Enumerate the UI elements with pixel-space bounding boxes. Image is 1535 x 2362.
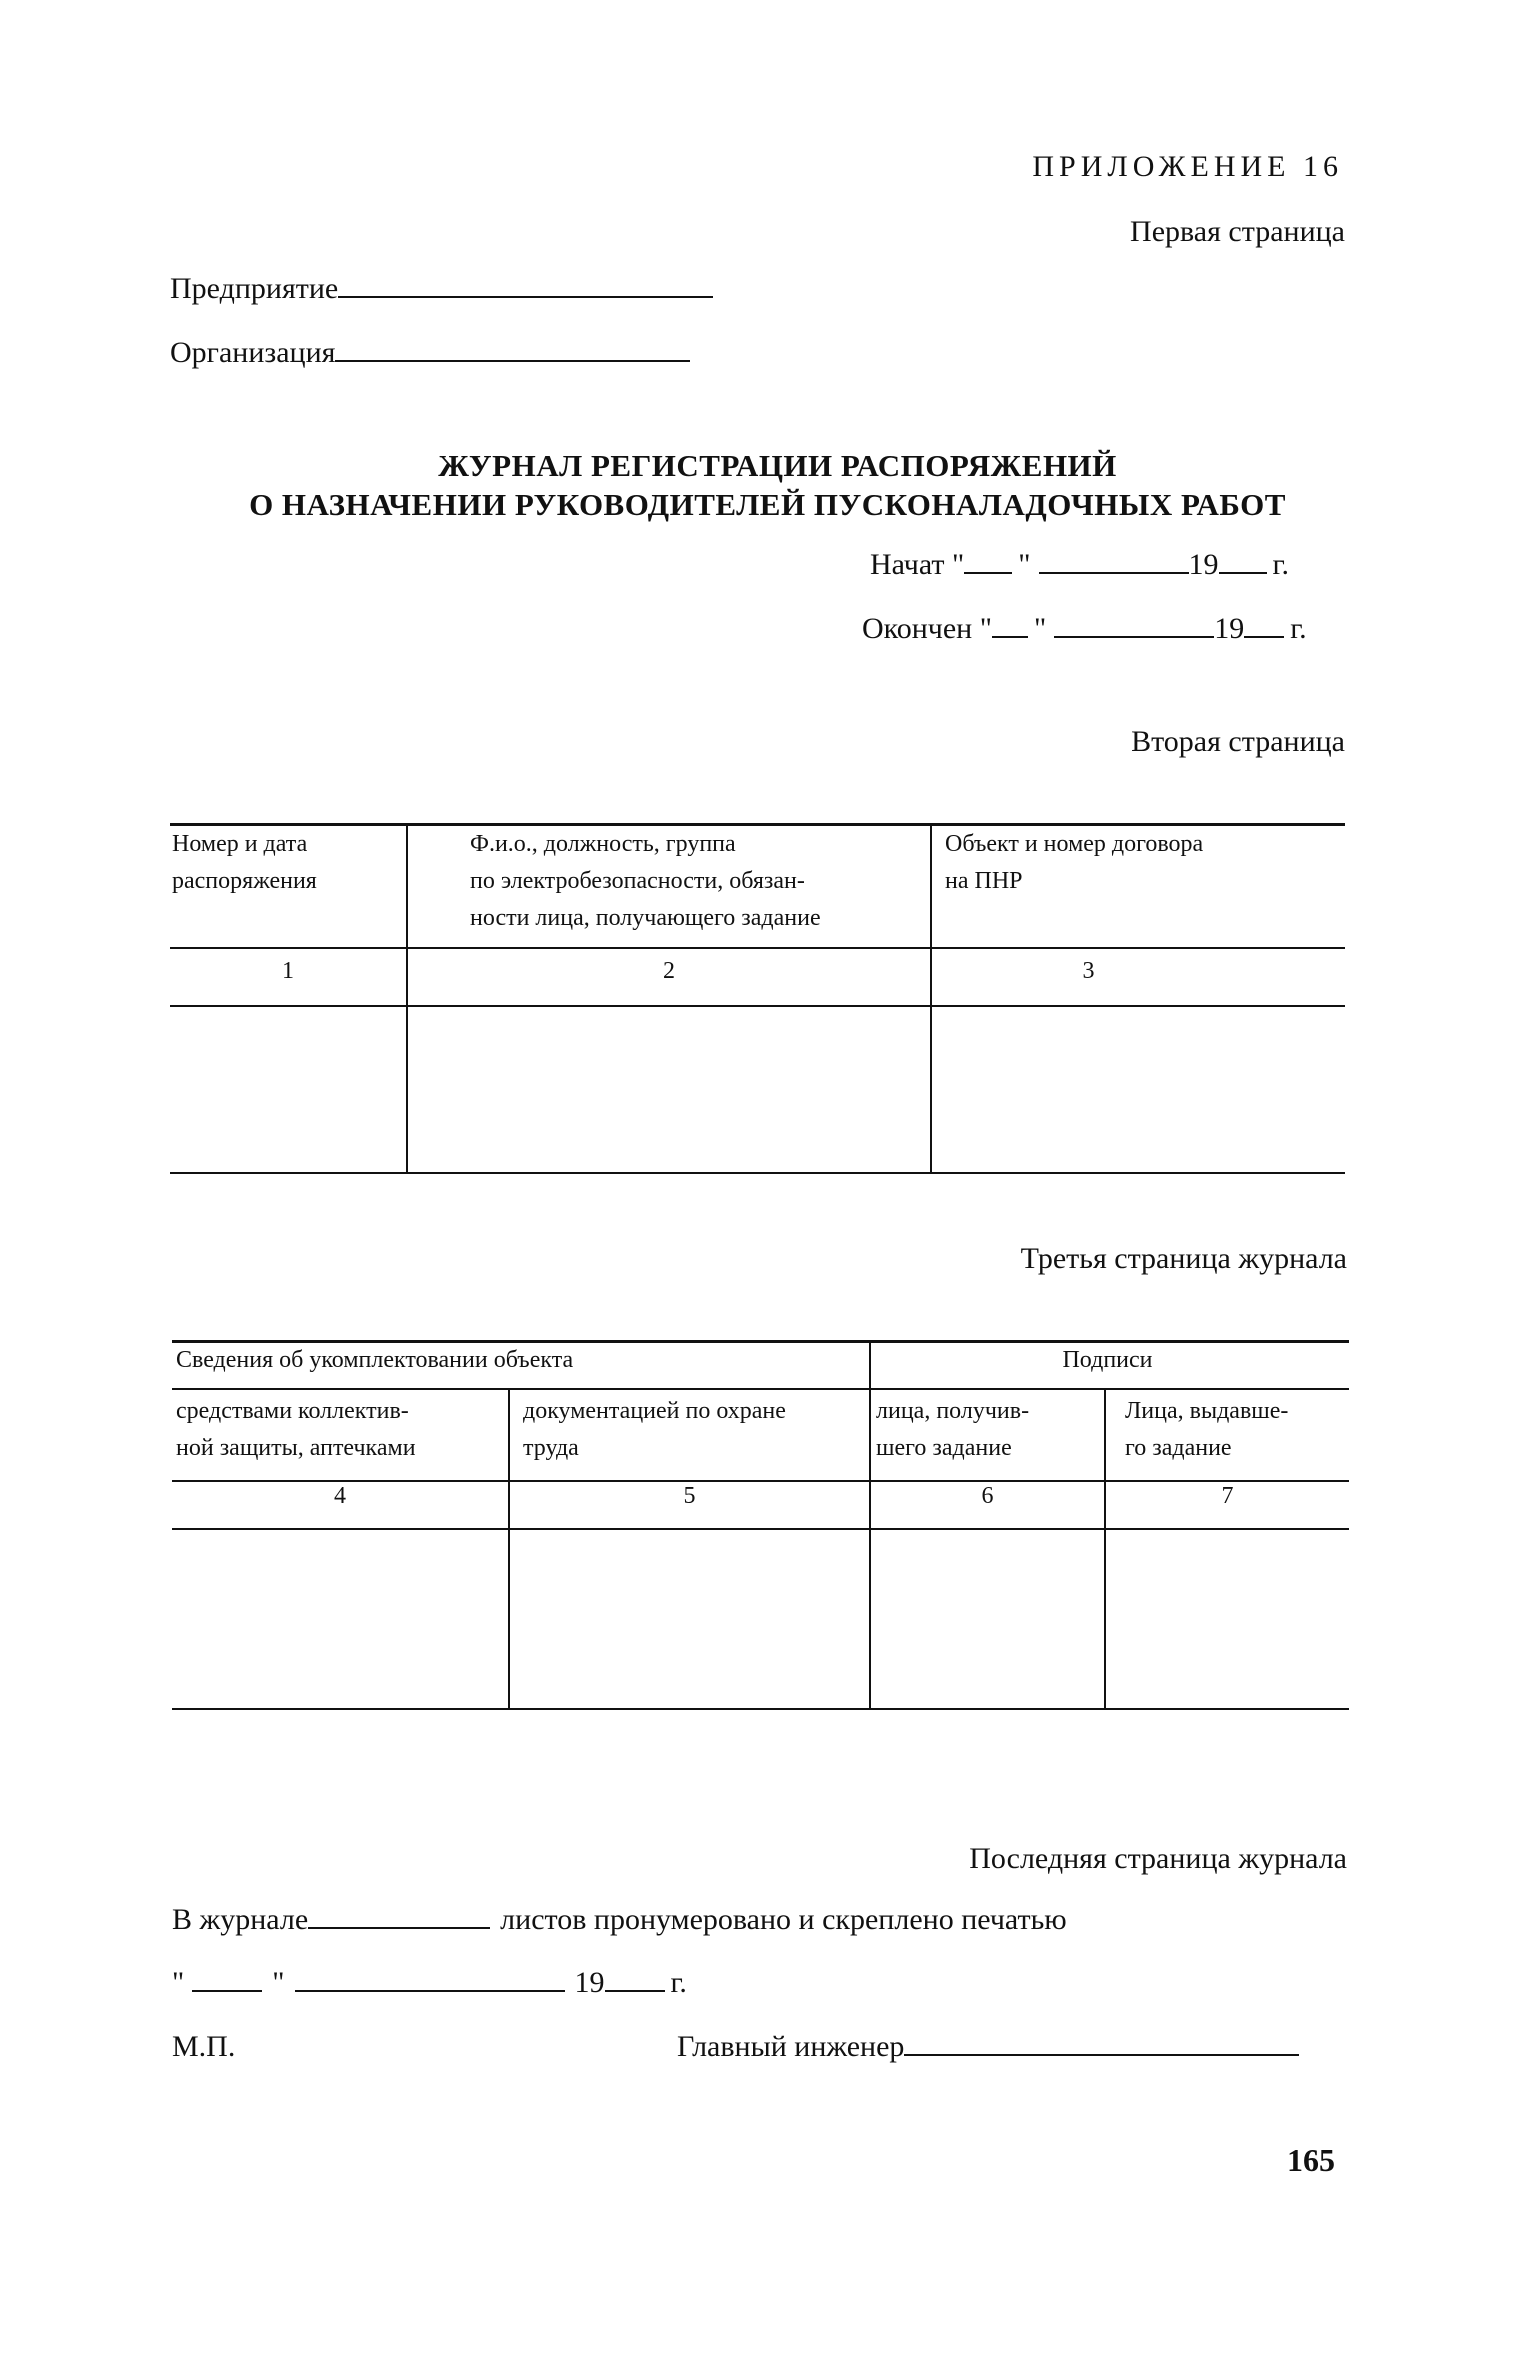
finished-date <box>862 612 1307 646</box>
col-number-4: 4 <box>334 1483 346 1509</box>
year-prefix: 19 <box>574 1966 605 1999</box>
col-number-7: 7 <box>1221 1483 1234 1509</box>
seal-date <box>172 1966 687 2000</box>
second-page-heading: Вторая страница <box>1131 725 1345 758</box>
quote-open: " <box>172 1966 185 1999</box>
journal-title-line2: О НАЗНАЧЕНИИ РУКОВОДИТЕЛЕЙ ПУСКОНАЛАДОЧНЫХ РАБОТ <box>249 487 1286 522</box>
started-label: Начат <box>870 548 945 581</box>
chief-engineer-blank <box>904 2053 1299 2056</box>
appendix-title: ПРИЛОЖЕНИЕ 16 <box>1032 150 1343 183</box>
quote-close: " <box>1033 612 1047 645</box>
sheets-text: листов пронумеровано и скреплено печатью <box>500 1903 1067 1936</box>
stamp-label: М.П. <box>172 2030 236 2063</box>
col-header-protection: средствами коллектив- ной защиты, аптечками <box>176 1398 416 1461</box>
sheets-count-blank <box>308 1926 490 1929</box>
enterprise-label: Предприятие <box>170 272 339 305</box>
col-header-order: Номер и дата распоряжения <box>172 831 317 894</box>
year-suffix: г. <box>1290 612 1307 645</box>
journal-title-line1: ЖУРНАЛ РЕГИСТРАЦИИ РАСПОРЯЖЕНИЙ <box>438 448 1117 483</box>
organization-field <box>170 336 690 370</box>
year-prefix: 19 <box>1214 612 1245 645</box>
third-page-heading: Третья страница журнала <box>1020 1242 1347 1275</box>
quote-close: " <box>272 1966 285 1999</box>
first-page-label: Первая страница <box>1130 215 1345 248</box>
year-suffix: г. <box>670 1966 687 1999</box>
sheets-statement <box>172 1903 1067 1937</box>
started-date <box>870 548 1289 582</box>
chief-engineer-label: Главный инженер <box>677 2030 905 2063</box>
quote-open: " <box>979 612 992 645</box>
page-number: 165 <box>1287 2142 1335 2178</box>
enterprise-blank <box>338 295 713 298</box>
quote-close: " <box>1018 548 1031 581</box>
in-journal-label: В журнале <box>172 1903 309 1936</box>
last-page-heading: Последняя страница журнала <box>969 1842 1347 1875</box>
col-header-person: Ф.и.о., должность, группа по электробезопасности, обязан- ности лица, получающего задание <box>470 831 821 931</box>
col-header-object: Объект и номер договора на ПНР <box>945 831 1204 894</box>
col-header-documentation: документацией по охране труда <box>523 1398 786 1461</box>
col-header-issuer: Лица, выдавше- го задание <box>1125 1398 1289 1461</box>
organization-label: Организация <box>170 336 336 369</box>
col-number-6: 6 <box>981 1483 994 1509</box>
enterprise-field <box>170 272 713 306</box>
finished-label: Окончен <box>862 612 973 645</box>
organization-blank <box>335 359 690 362</box>
col-header-receiver: лица, получив- шего задание <box>876 1398 1030 1461</box>
col-number-2: 2 <box>663 958 675 984</box>
year-prefix: 19 <box>1188 548 1219 581</box>
quote-open: " <box>952 548 965 581</box>
group-header-signatures: Подписи <box>1062 1347 1153 1373</box>
col-number-3: 3 <box>1082 958 1095 984</box>
group-header-equipment: Сведения об укомплектовании объекта <box>176 1347 574 1373</box>
col-number-1: 1 <box>282 958 294 984</box>
col-number-5: 5 <box>683 1483 696 1509</box>
year-suffix: г. <box>1272 548 1289 581</box>
chief-engineer-field <box>677 2030 1299 2064</box>
